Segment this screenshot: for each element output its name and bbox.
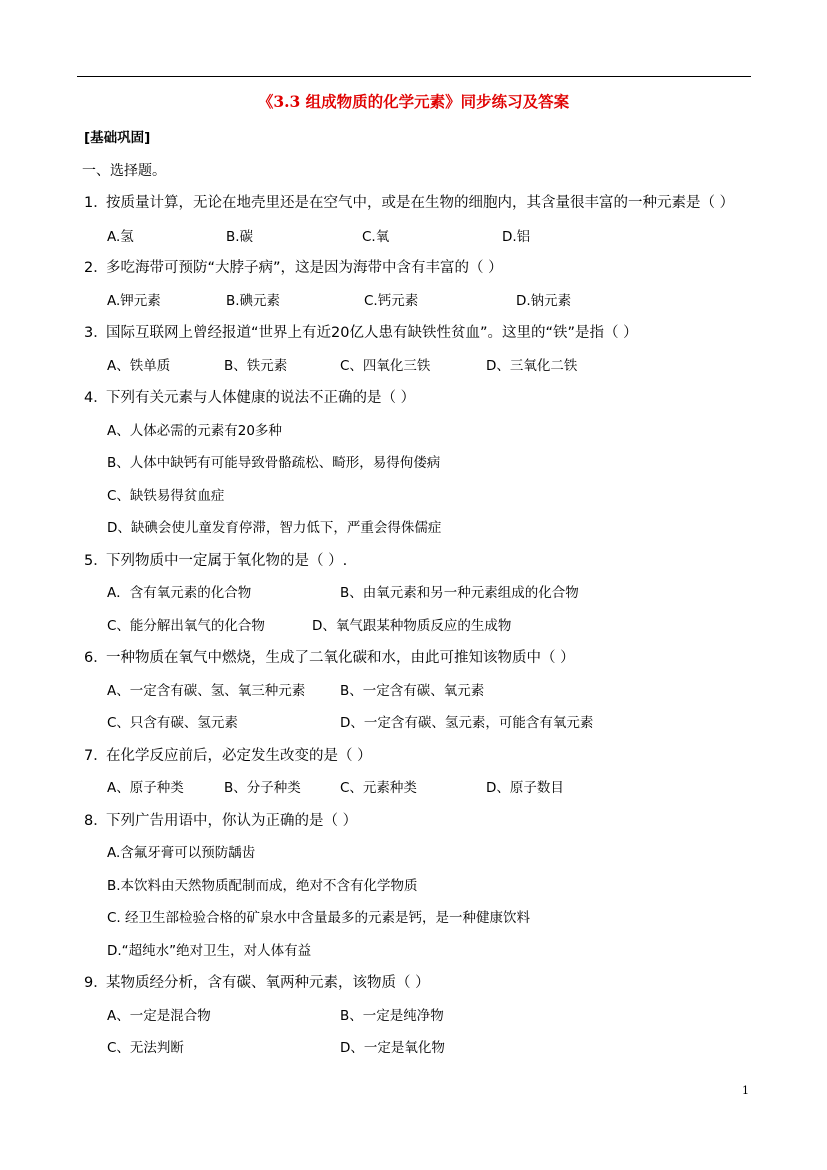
option-1c: C.氧	[362, 229, 390, 245]
question-text: 按质量计算，无论在地壳里还是在空气中，或是在生物的细胞内，其含量很丰富的一种元素是（ ）	[106, 195, 735, 211]
option-8b: B.本饮料由天然物质配制而成，绝对不含有化学物质	[107, 878, 418, 894]
option-4b: B、人体中缺钙有可能导致骨骼疏松、畸形，易得佝偻病	[107, 455, 441, 471]
option-1a: A.氢	[107, 229, 134, 245]
option-4d: D、缺碘会使儿童发育停滞，智力低下，严重会得侏儒症	[107, 520, 442, 536]
question-text: 国际互联网上曾经报道“世界上有近20亿人患有缺铁性贫血”。这里的“铁”是指（ ）	[106, 325, 638, 341]
option-6a: A、一定含有碳、氢、氧三种元素	[107, 683, 306, 699]
question-number: 7．	[84, 748, 108, 764]
option-8c: C. 经卫生部检验合格的矿泉水中含量最多的元素是钙，是一种健康饮料	[107, 910, 531, 926]
option-5a: A．含有氧元素的化合物	[107, 585, 252, 601]
question-2	[84, 258, 503, 278]
option-9c: C、无法判断	[107, 1040, 184, 1056]
option-3c: C、四氧化三铁	[340, 358, 431, 374]
question-number: 2．	[84, 260, 108, 276]
question-5	[84, 551, 347, 571]
option-8d: D.“超纯水”绝对卫生，对人体有益	[107, 943, 312, 959]
question-1	[84, 193, 734, 213]
option-3b: B、铁元素	[224, 358, 288, 374]
question-8	[84, 811, 357, 831]
option-7c: C、元素种类	[340, 780, 417, 796]
question-text: 多吃海带可预防“大脖子病”，这是因为海带中含有丰富的（ ）	[106, 260, 503, 276]
question-number: 1．	[84, 195, 108, 211]
option-9b: B、一定是纯净物	[340, 1008, 444, 1024]
page-number: 1	[742, 1084, 749, 1097]
option-6b: B、一定含有碳、氧元素	[340, 683, 485, 699]
option-6d: D、一定含有碳、氢元素，可能含有氧元素	[340, 715, 594, 731]
option-3a: A、铁单质	[107, 358, 171, 374]
option-7b: B、分子种类	[224, 780, 301, 796]
question-text: 在化学反应前后，必定发生改变的是（ ）	[106, 748, 372, 764]
question-number: 5．	[84, 553, 108, 569]
option-4c: C、缺铁易得贫血症	[107, 488, 225, 504]
section-heading: [基础巩固]	[84, 130, 151, 146]
option-9d: D、一定是氧化物	[340, 1040, 445, 1056]
option-5c: C、能分解出氧气的化合物	[107, 618, 265, 634]
option-2a: A.钾元素	[107, 293, 161, 309]
question-number: 9．	[84, 975, 108, 991]
option-2b: B.碘元素	[226, 293, 281, 309]
question-number: 8．	[84, 813, 108, 829]
option-2c: C.钙元素	[364, 293, 419, 309]
option-7a: A、原子种类	[107, 780, 184, 796]
question-3	[84, 323, 638, 343]
question-7	[84, 746, 372, 766]
option-3d: D、三氧化二铁	[486, 358, 578, 374]
option-7d: D、原子数目	[486, 780, 564, 796]
option-4a: A、人体必需的元素有20多种	[107, 423, 282, 439]
question-6	[84, 648, 575, 668]
question-text: 下列广告用语中，你认为正确的是（ ）	[106, 813, 358, 829]
question-text: 一种物质在氧气中燃烧，生成了二氧化碳和水，由此可推知该物质中（ ）	[106, 650, 575, 666]
option-2d: D.钠元素	[516, 293, 572, 309]
option-1d: D.铝	[502, 229, 531, 245]
question-text: 下列物质中一定属于氧化物的是（ ）.	[106, 553, 348, 569]
option-5d: D、氧气跟某种物质反应的生成物	[312, 618, 512, 634]
option-9a: A、一定是混合物	[107, 1008, 211, 1024]
question-text: 某物质经分析，含有碳、氧两种元素，该物质（ ）	[106, 975, 430, 991]
part-heading: 一、选择题。	[82, 163, 166, 179]
question-number: 4．	[84, 390, 108, 406]
page-title: 《3.3 组成物质的化学元素》同步练习及答案	[257, 92, 570, 111]
question-number: 6．	[84, 650, 108, 666]
question-text: 下列有关元素与人体健康的说法不正确的是（ ）	[106, 390, 416, 406]
header-rule	[77, 76, 751, 77]
question-number: 3．	[84, 325, 108, 341]
question-9	[84, 973, 430, 993]
option-6c: C、只含有碳、氢元素	[107, 715, 238, 731]
option-5b: B、由氧元素和另一种元素组成的化合物	[340, 585, 579, 601]
option-1b: B.碳	[226, 229, 254, 245]
question-4	[84, 388, 415, 408]
option-8a: A.含氟牙膏可以预防龋齿	[107, 845, 256, 861]
